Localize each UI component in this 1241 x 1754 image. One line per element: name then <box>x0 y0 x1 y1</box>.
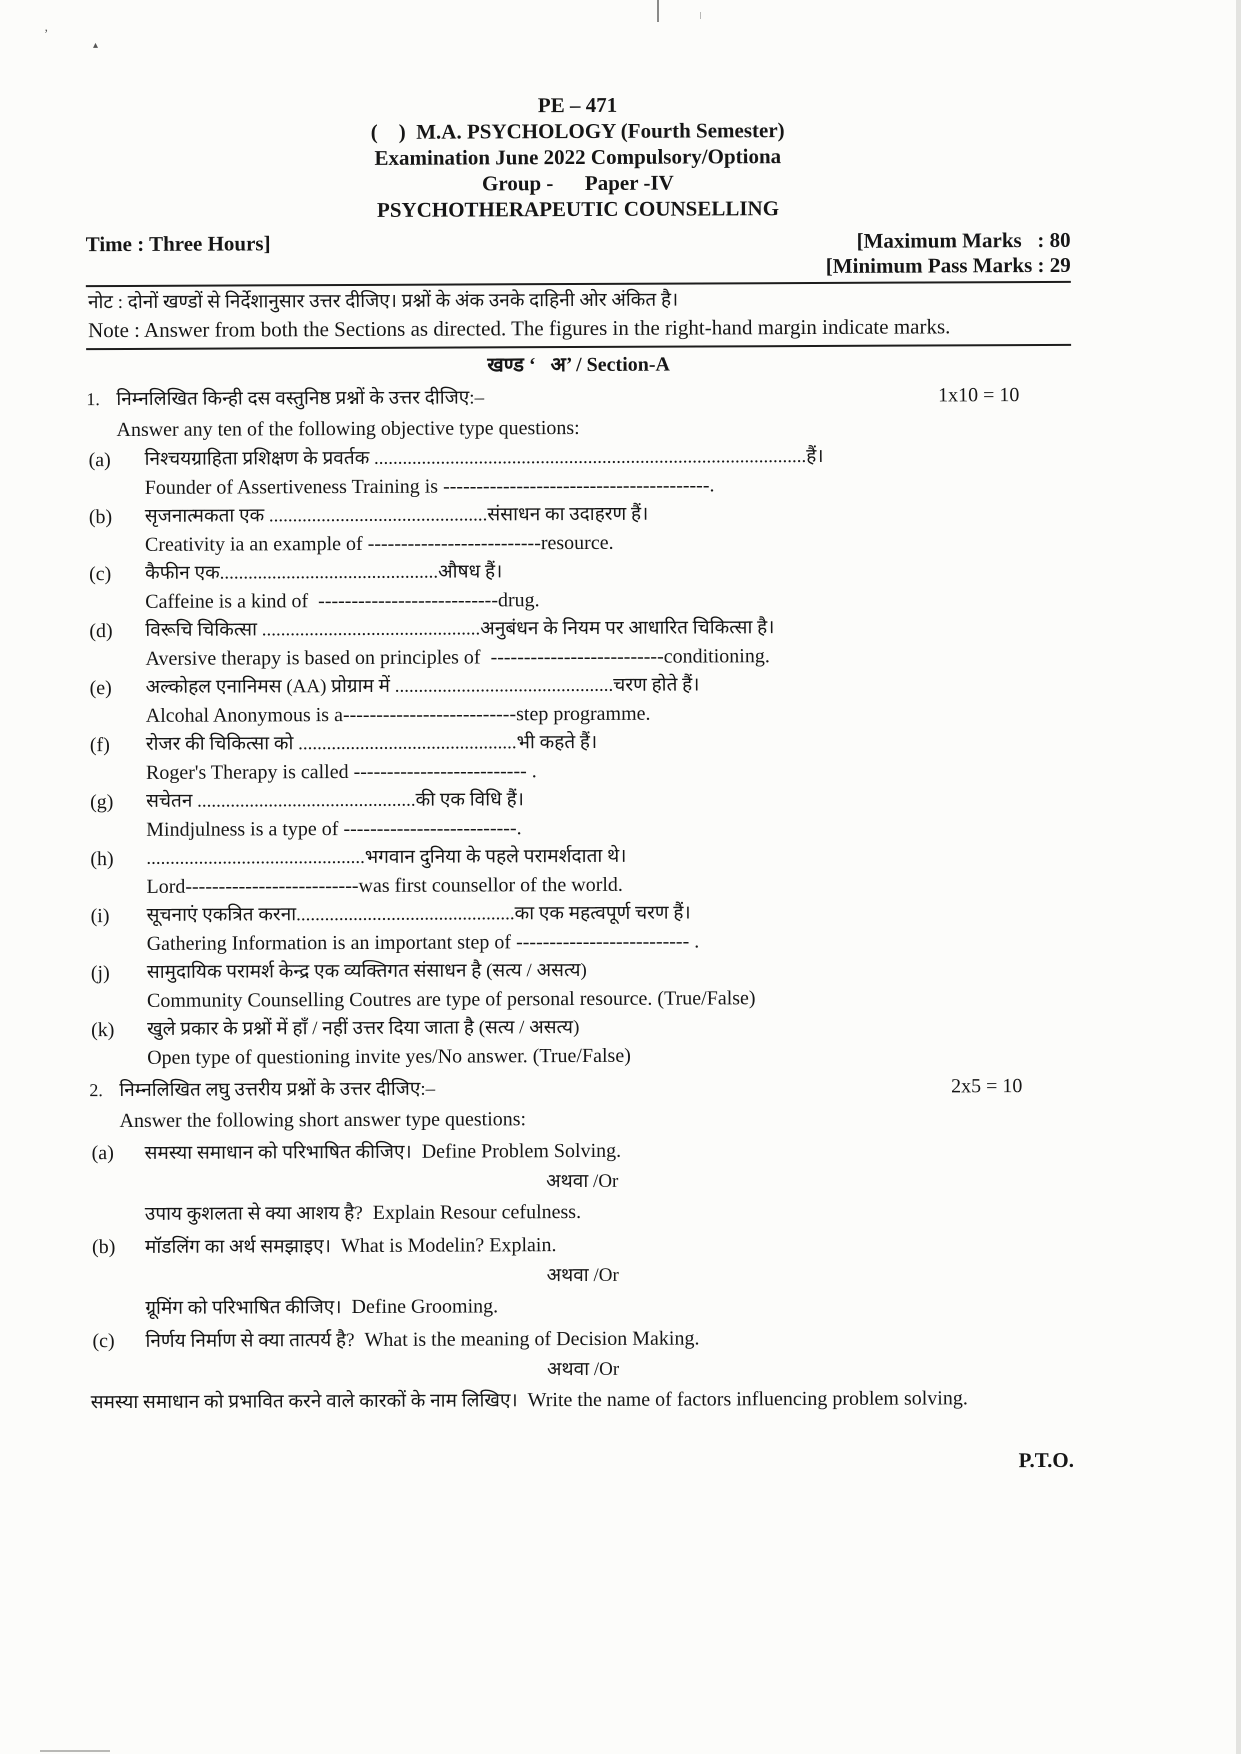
item-label: (c) <box>89 563 112 586</box>
objective-item-g <box>88 784 1073 844</box>
item-text <box>145 556 1072 616</box>
item-text <box>145 1322 1075 1357</box>
short-answer-item-a <box>90 1134 1075 1230</box>
alt-hindi: समस्या समाधान को प्रभावित करने वाले कारकों के नाम लिखिए। <box>90 1390 518 1414</box>
item-label: (a) <box>91 1142 114 1165</box>
group-paper-line: Group - Paper -IV <box>481 170 674 196</box>
item-text <box>145 613 1072 673</box>
question-2-number: 2. <box>89 1080 103 1101</box>
item-label: (d) <box>89 620 113 643</box>
scan-artifact-line <box>657 0 659 22</box>
subject-title: PSYCHOTHERAPEUTIC COUNSELLING <box>376 196 780 222</box>
item-english: What is Modelin? Explain. <box>340 1234 557 1258</box>
paper-title-line: ( ) M.A. PSYCHOLOGY (Fourth Semester) <box>370 118 785 144</box>
item-text <box>146 670 1073 730</box>
item-text <box>146 784 1073 844</box>
item-hindi: अल्कोहल एनानिमस (AA) प्रोग्राम में ..............................................चरण होते हैं। <box>145 674 700 698</box>
objective-item-b <box>87 499 1072 559</box>
item-text <box>145 499 1072 559</box>
question-2-marks: 2x5 = 10 <box>951 1075 1023 1098</box>
item-english: Alcohal Anonymous is a--------------------------step programme. <box>145 702 651 727</box>
question-1-instruction: Answer any ten of the following objective type questions: <box>116 416 580 442</box>
item-label: (a) <box>88 449 111 472</box>
question-1-number: 1. <box>86 389 100 410</box>
item-main-line <box>90 1322 1075 1357</box>
objective-item-j <box>89 955 1074 1015</box>
item-text <box>147 1012 1074 1072</box>
question-1-hindi: निम्नलिखित किन्ही दस वस्तुनिष्ठ प्रश्नों के उत्तर दीजिए:– <box>116 387 485 411</box>
alt-hindi: ग्रूमिंग को परिभाषित कीजिए। <box>145 1297 342 1319</box>
short-answer-item-c <box>90 1322 1075 1418</box>
item-alternative <box>145 1195 1075 1230</box>
scan-artifact-line <box>700 12 701 19</box>
item-label: (i) <box>90 905 110 928</box>
item-text <box>147 955 1074 1015</box>
page-turn-over: P.T.O. <box>1018 1447 1075 1473</box>
question-2-instruction: Answer the following short answer type questions: <box>119 1108 527 1133</box>
scan-artifact-mark: ▴ <box>93 40 99 51</box>
or-separator: अथवा /Or <box>546 1264 619 1287</box>
item-english: Gathering Information is an important step of -------------------------- . <box>146 930 700 955</box>
objective-item-i <box>89 898 1074 958</box>
minimum-pass-marks: [Minimum Pass Marks : 29 <box>825 252 1071 278</box>
item-text <box>146 841 1073 901</box>
item-hindi: रोजर की चिकित्सा को ..............................................भी कहते हैं। <box>145 731 598 755</box>
alt-english: Define Grooming. <box>351 1295 499 1318</box>
item-text <box>145 1134 1075 1169</box>
item-english: Roger's Therapy is called -------------------------- . <box>145 760 537 784</box>
or-separator: अथवा /Or <box>546 1170 619 1193</box>
item-alternative <box>91 1383 1076 1418</box>
objective-item-a <box>87 442 1072 502</box>
scan-artifact-mark: ’ <box>44 26 49 41</box>
item-label: (f) <box>89 734 110 757</box>
question-1-header <box>86 380 1071 415</box>
item-label: (j) <box>90 962 110 985</box>
question-2-header <box>89 1071 1074 1106</box>
scan-artifact-mark <box>40 1750 110 1752</box>
note-block <box>86 281 1071 350</box>
item-text <box>145 442 1072 502</box>
item-hindi: निर्णय निर्माण से क्या तात्पर्य है? <box>145 1329 355 1352</box>
item-hindi: विरूचि चिकित्सा ..............................................अनुबंधन के नियम पर आधारित चिकित्सा है। <box>145 617 775 641</box>
item-label: (c) <box>92 1330 115 1353</box>
item-english: Caffeine is a kind of ---------------------------drug. <box>145 589 540 613</box>
item-label: (b) <box>91 1236 116 1259</box>
objective-item-d <box>87 613 1072 673</box>
item-english: Founder of Assertiveness Training is ----------------------------------------. <box>144 474 715 499</box>
item-alternative <box>145 1289 1075 1324</box>
paper-header <box>85 90 1071 224</box>
item-label: (e) <box>89 677 112 700</box>
paper-code: PE – 471 <box>537 92 618 118</box>
item-main-line <box>90 1134 1075 1169</box>
item-hindi: मॉडलिंग का अर्थ समझाइए। <box>144 1236 331 1258</box>
objective-item-e <box>88 670 1073 730</box>
item-hindi: निश्चयग्राहिता प्रशिक्षण के प्रवर्तक ...........................................................................................हैं। <box>144 445 824 470</box>
scan-edge-shadow <box>1236 0 1241 1754</box>
item-english: Aversive therapy is based on principles of --------------------------conditioning. <box>145 645 770 670</box>
item-hindi: समस्या समाधान को परिभाषित कीजिए। <box>144 1141 412 1164</box>
exam-session-line: Examination June 2022 Compulsory/Optiona <box>374 144 782 170</box>
alt-hindi: उपाय कुशलता से क्या आशय है? <box>144 1202 363 1225</box>
question-1-marks: 1x10 = 10 <box>937 384 1020 407</box>
maximum-marks: [Maximum Marks : 80 <box>856 227 1071 253</box>
item-text <box>146 727 1073 787</box>
item-english: Lord--------------------------was first counsellor of the world. <box>146 873 623 898</box>
objective-item-h <box>88 841 1073 901</box>
item-text <box>147 898 1074 958</box>
objective-item-c <box>87 556 1072 616</box>
page-content <box>85 90 1076 1477</box>
item-english: Creativity ia an example of --------------------------resource. <box>144 531 614 556</box>
item-english: Open type of questioning invite yes/No answer. (True/False) <box>147 1044 631 1069</box>
item-english: What is the meaning of Decision Making. <box>364 1327 700 1351</box>
item-english: Community Counselling Coutres are type of personal resource. (True/False) <box>146 987 756 1012</box>
alt-english: Explain Resour cefulness. <box>372 1200 582 1224</box>
short-answer-item-b <box>90 1228 1075 1324</box>
item-hindi: कैफीन एक..............................................औषध हैं। <box>145 561 503 584</box>
or-separator: अथवा /Or <box>546 1358 620 1381</box>
minimum-marks-row <box>86 253 1071 282</box>
item-english: Mindjulness is a type of --------------------------. <box>146 817 522 841</box>
item-english: Define Problem Solving. <box>421 1139 622 1163</box>
item-hindi: सामुदायिक परामर्श केन्द्र एक व्यक्तिगत संसाधन है (सत्य / असत्य) <box>146 959 587 983</box>
item-hindi: सूचनाएं एकत्रित करना..............................................का एक महत्वपूर्ण चरण हैं। <box>146 902 691 926</box>
item-label: (g) <box>90 791 114 814</box>
note-english: Note : Answer from both the Sections as directed. The figures in the right-hand margin indicate marks. <box>87 314 951 343</box>
time-allowed: Time : Three Hours] <box>85 231 271 257</box>
question-2-hindi: निम्नलिखित लघु उत्तरीय प्रश्नों के उत्तर दीजिए:– <box>119 1078 436 1102</box>
item-hindi: सृजनात्मकता एक ..............................................संसाधन का उदाहरण हैं। <box>144 503 649 527</box>
item-hindi: खुले प्रकार के प्रश्नों में हाँ / नहीं उत्तर दिया जाता है (सत्य / असत्य) <box>147 1017 580 1040</box>
section-a-heading: खण्ड ‘ अ’ / Section-A <box>487 353 671 377</box>
note-hindi: नोट : दोनों खण्डों से निर्देशानुसार उत्तर दीजिए। प्रश्नों के अंक उनके दाहिनी ओर अंकित है। <box>87 289 679 314</box>
objective-item-f <box>88 727 1073 787</box>
objective-item-k <box>89 1012 1074 1072</box>
item-label: (b) <box>88 506 113 529</box>
item-hindi: ..............................................भगवान दुनिया के पहले परामर्शदाता थे। <box>146 845 627 869</box>
item-main-line <box>90 1228 1075 1263</box>
item-label: (k) <box>91 1019 115 1042</box>
item-text <box>145 1228 1075 1263</box>
alt-english: Write the name of factors influencing problem solving. <box>527 1387 968 1412</box>
item-hindi: सचेतन ..............................................की एक विधि हैं। <box>146 789 524 812</box>
item-label: (h) <box>90 848 114 871</box>
